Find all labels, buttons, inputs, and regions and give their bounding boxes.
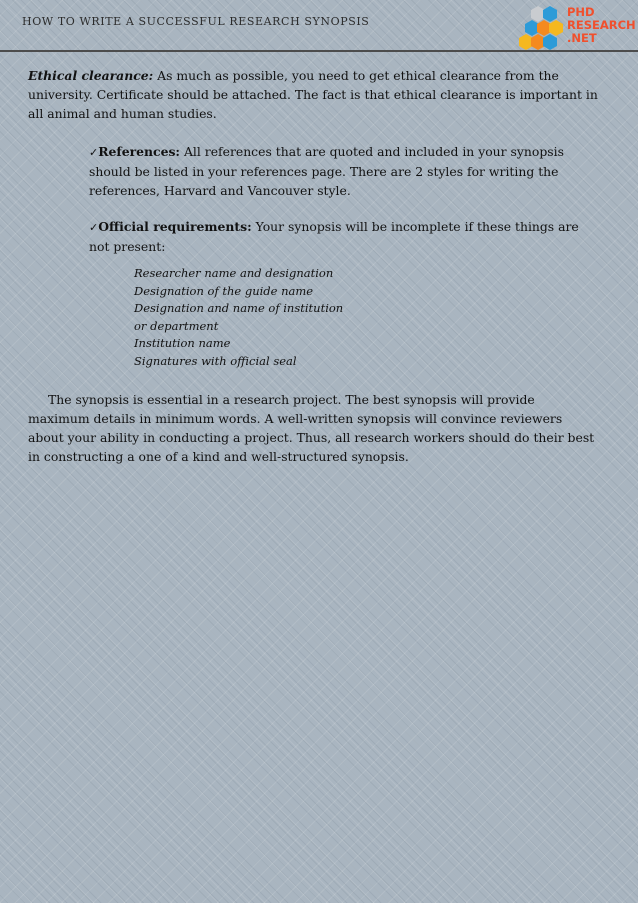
requirements-list (134, 265, 598, 371)
list-item: or department (134, 318, 219, 333)
phd-research-logo (518, 4, 638, 52)
list-item: Designation and name of institution (134, 301, 344, 316)
references-text: All references that are quoted and included in your synopsis should be listed in your references page. There are 2 styles for writing the references, Harvard and Vancouver style. (89, 144, 564, 198)
ethical-clearance-label: Ethical clearance: (28, 68, 154, 83)
document-body (28, 66, 598, 466)
ethical-clearance-text: As much as possible, you need to get ethical clearance from the university. Certificate should be attached. The fact is that ethical clearance is important in all animal and human studies. (28, 68, 598, 121)
official-requirements-text: Your synopsis will be incomplete if these things are not present: (89, 219, 579, 254)
ethical-clearance-paragraph (28, 66, 598, 123)
checkmark-icon: ✓ (89, 146, 99, 159)
closing-paragraph: The synopsis is essential in a research project. The best synopsis will provide maximum details in minimum words. A well-written synopsis will convince reviewers about your ability in conducting a project. Thus, all research workers should do their best in constructing a one of a kind and well-structured synopsis. (28, 391, 595, 464)
logo-line-phd: PHD (567, 5, 595, 19)
list-item: Signatures with official seal (134, 353, 297, 368)
references-label: References: (98, 144, 181, 159)
checkmark-icon: ✓ (89, 221, 99, 234)
list-item: Designation of the guide name (134, 283, 314, 298)
page-header (0, 0, 638, 52)
hexagon-logo-icon (518, 4, 570, 52)
header-title: HOW TO WRITE A SUCCESSFUL RESEARCH SYNOPSIS (22, 15, 370, 28)
official-requirements-label: Official requirements: (98, 219, 252, 234)
references-paragraph (89, 142, 594, 200)
logo-line-research: RESEARCH (567, 18, 636, 32)
list-item: Institution name (134, 336, 231, 351)
official-requirements-paragraph (89, 217, 594, 256)
logo-text (567, 6, 636, 45)
logo-line-net: .NET (567, 31, 597, 45)
list-item: Researcher name and designation (134, 266, 334, 280)
header-divider (0, 50, 638, 52)
